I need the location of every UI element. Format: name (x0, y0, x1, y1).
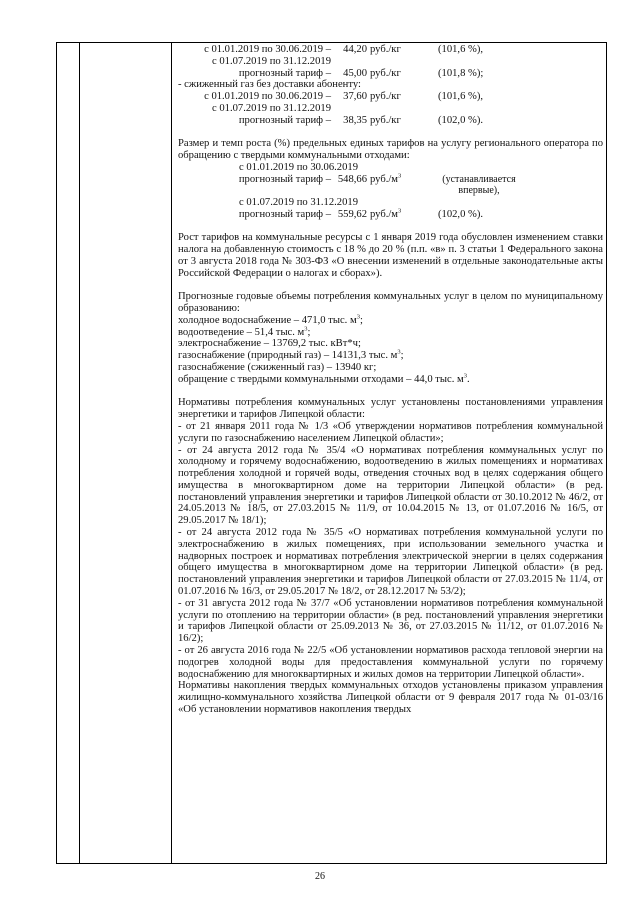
volume-item: обращение с твердыми коммунальными отходами – 44,0 тыс. $м^3$. (178, 372, 470, 385)
waste-tariff-heading: Размер и темп роста (%) предельных единых тарифов на услугу регионального оператора по обращению с твердыми коммунальными отходами: (178, 138, 603, 162)
waste-period-1 (178, 162, 603, 174)
waste-row-1 (178, 174, 603, 197)
tariff-period: прогнозный тариф – (238, 114, 331, 126)
tariff-note: (устанавливается впервые), (442, 173, 516, 196)
tariff-row (178, 44, 603, 56)
tariff-period: прогнозный тариф – (238, 67, 331, 79)
tariff-value: 559,62 (337, 208, 367, 220)
waste-row-2 (178, 209, 603, 221)
tariff-period: с 01.01.2019 по 30.06.2019 – (204, 91, 331, 103)
volume-item: электроснабжение – 13769,2 тыс. кВт*ч; (178, 338, 361, 350)
waste-norms-paragraph: Нормативы накопления твердых коммунальных отходов установлены приказом управления жилищно-коммунального хозяйства Липецкой области от 9 февраля 2017 года № 01-03/16 «Об установлении нормативов накопления твердых (178, 680, 603, 716)
tariff-value: 37,60 (343, 91, 367, 103)
tariff-period: с 01.07.2019 по 31.12.2019 (212, 102, 331, 114)
tariff-growth: (101,6 %), (438, 91, 484, 103)
volumes-list (178, 315, 603, 386)
norms-item: - от 21 января 2011 года № 1/3 «Об утверждении нормативов потребления коммунальной услуги по газоснабжению населением Липецкой области»; (178, 420, 603, 444)
volume-item: газоснабжение (природный газ) – 14131,3 тыс. $м^3$; (178, 348, 404, 362)
volume-item: водоотведение – 51,4 тыс. $м^3$; (178, 325, 311, 338)
tariff-row (178, 56, 603, 68)
column-divider-1 (79, 42, 80, 864)
tariffs-block-b (178, 91, 603, 126)
tariff-growth: (102,0 %). (438, 208, 484, 220)
tariff-label: прогнозный тариф – (238, 208, 331, 220)
tariff-row (178, 68, 603, 80)
volume-item: газоснабжение (сжиженный газ) – 13940 кг; (178, 361, 377, 373)
tariff-growth: (102,0 %). (438, 114, 484, 126)
tariff-value: 45,00 (343, 67, 367, 79)
tariff-period: с 01.07.2019 по 31.12.2019 (212, 55, 331, 67)
tariff-period: с 01.01.2019 по 30.06.2019 – (204, 44, 331, 55)
norms-item: - от 31 августа 2012 года № 37/7 «Об установлении нормативов потребления коммунальной услуги по отоплению на территории области» (в ред. постановлений управления энергетики и тарифов Липецкой области от 25.09.2013 № 36, от 27.03.2015 № 11/12, от 01.07.2016 № 16/2); (178, 597, 603, 645)
norms-heading: Нормативы потребления коммунальных услуг установлены постановлениями управления энергетики и тарифов Липецкой области: (178, 397, 603, 421)
lpg-heading: - сжиженный газ без доставки абоненту: (178, 79, 361, 91)
volume-item: холодное водоснабжение – 471,0 тыс. $м^3$; (178, 313, 363, 326)
tariff-period: с 01.07.2019 по 31.12.2019 (239, 196, 358, 208)
tariff-unit: $руб./м^3$ (370, 172, 402, 185)
growth-paragraph: Рост тарифов на коммунальные ресурсы с 1 января 2019 года обусловлен изменением ставки налога на добавленную стоимость с 18 % до 20 % (п.п. «в» п. 3 статьи 1 Федерального закона от 3 августа 2018 года № 303-ФЗ «О внесении изменений в отдельные законодательные акты Российской Федерации о налогах и сборах»). (178, 232, 603, 279)
volumes-heading: Прогнозные годовые объемы потребления коммунальных услуг в целом по муниципальному образованию: (178, 291, 603, 314)
column-divider-2 (171, 42, 172, 864)
tariffs-block-a (178, 44, 603, 79)
table-cell-content (178, 44, 603, 716)
tariff-row (178, 103, 603, 115)
tariff-growth: (101,6 %), (438, 44, 484, 55)
tariff-unit: руб./кг (370, 114, 401, 126)
tariff-row (178, 91, 603, 103)
tariff-value: 38,35 (343, 114, 367, 126)
norms-item: - от 26 августа 2016 года № 22/5 «Об установлении нормативов расхода тепловой энергии на подогрев холодной воды для предоставления коммунальной услуги по горячему водоснабжению для многоквартирных и жилых домов на территории Липецкой области». (178, 645, 603, 680)
tariff-unit: $руб./м^3$ (370, 207, 402, 220)
waste-period-2 (178, 197, 603, 209)
tariff-row (178, 115, 603, 127)
tariff-value: 548,66 (337, 173, 367, 185)
tariff-unit: руб./кг (370, 67, 401, 79)
waste-tariff-block (178, 162, 603, 220)
tariff-growth: (101,8 %); (438, 67, 484, 79)
tariff-period: с 01.01.2019 по 30.06.2019 (239, 161, 358, 173)
norms-item: - от 24 августа 2012 года № 35/5 «О нормативах потребления коммунальной услуги по электроснабжению в жилых помещениях, при использовании земельного участка и надворных построек и нормативах потребления электрической энергии в целях содержания общего имущества в многоквартирном доме на территории Липецкой области» (в ред. постановлений управления энергетики и тарифов Липецкой области от 27.03.2015 № 11/4, от 01.07.2016 № 16/3, от 29.05.2017 № 18/2, от 28.12.2017 № 53/2); (178, 527, 603, 598)
page-number: 26 (315, 871, 325, 882)
tariff-label: прогнозный тариф – (238, 173, 331, 185)
norms-item: - от 24 августа 2012 года № 35/4 «О нормативах потребления коммунальных услуг по холодному и горячему водоснабжению, водоотведению в жилых помещениях и нормативах потребления холодной и горячей воды, отведения сточных вод в целях содержания общего имущества в многоквартирном доме на территории Липецкой области» (в ред. постановлений управления энергетики и тарифов Липецкой области от 30.10.2012 № 46/2, от 24.05.2013 № 18/5, от 27.03.2015 № 11/9, от 10.04.2015 № 13, от 01.07.2016 № 16/5, от 29.05.2017 № 18/1); (178, 444, 603, 527)
tariff-value: 44,20 (343, 44, 367, 55)
tariff-unit: руб./кг (370, 91, 401, 103)
tariff-unit: руб./кг (370, 44, 401, 55)
